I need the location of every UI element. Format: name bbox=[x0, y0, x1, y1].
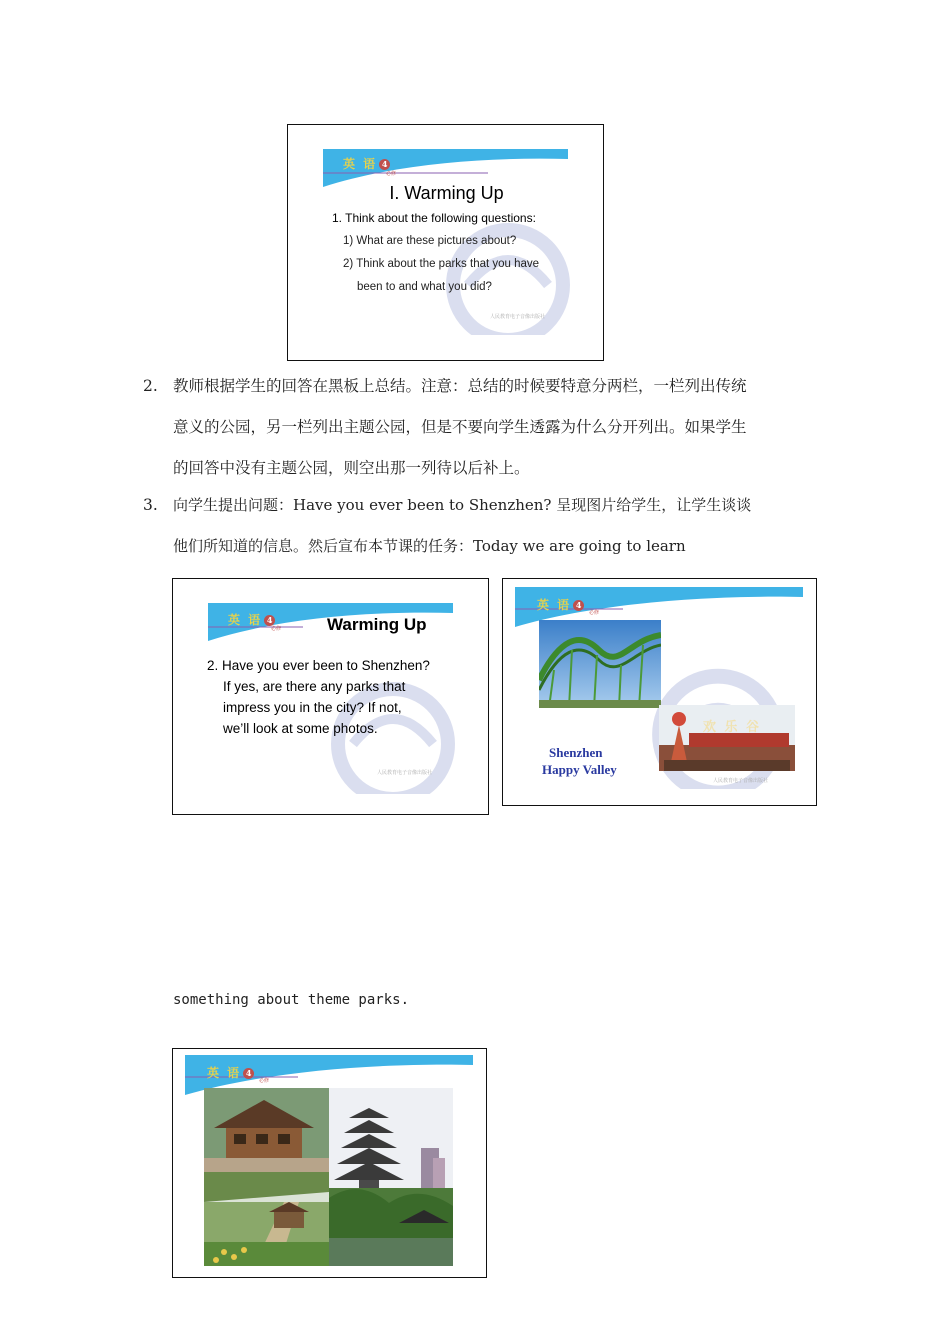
question-heading: 1. Think about the following questions: bbox=[332, 211, 536, 225]
watermark-text: 人民教育电子音像出版社 bbox=[490, 314, 546, 320]
watermark-text: 人民教育电子音像出版社 bbox=[377, 770, 433, 776]
badge-subtitle: 必修 bbox=[259, 1078, 270, 1084]
slide-happy-valley bbox=[502, 578, 817, 806]
slide-line-1: 2. Have you ever been to Shenzhen? bbox=[207, 658, 430, 673]
badge-subtitle: 必修 bbox=[589, 610, 600, 616]
slide-title: I. Warming Up bbox=[389, 183, 504, 203]
slide-line-3: impress you in the city? If not, bbox=[223, 700, 402, 715]
paragraph-2-line-1: 教师根据学生的回答在黑板上总结。注意：总结的时候要特意分两栏，一栏列出传统 bbox=[173, 377, 747, 395]
paragraph-2-line-3: 的回答中没有主题公园，则空出那一列待以后补上。 bbox=[173, 459, 530, 477]
slide-banner bbox=[173, 579, 489, 649]
slide-title: Warming Up bbox=[327, 615, 427, 634]
happy-valley-sign-text: 欢 乐 谷 bbox=[703, 720, 762, 735]
garden-path-photo bbox=[204, 1172, 329, 1266]
slide-warming-up-2 bbox=[172, 578, 489, 815]
pagoda-photo bbox=[329, 1088, 453, 1266]
english-badge: 英 语 4 bbox=[537, 596, 584, 613]
wooden-house-photo bbox=[204, 1088, 329, 1172]
item-number-2: 2. bbox=[143, 377, 158, 395]
caption-shenzhen: Shenzhen bbox=[549, 745, 603, 760]
happy-valley-gate-photo bbox=[659, 705, 795, 771]
roller-coaster-photo bbox=[539, 620, 661, 708]
english-badge: 英 语 4 bbox=[228, 611, 275, 628]
slide-warming-up-1 bbox=[287, 124, 604, 361]
badge-subtitle: 必修 bbox=[386, 171, 397, 177]
paragraph-3-line-2: 他们所知道的信息。然后宣布本节课的任务：Today we are going to learn bbox=[173, 537, 686, 555]
question-1: 1) What are these pictures about? bbox=[343, 235, 517, 247]
slide-park-photos bbox=[172, 1048, 487, 1278]
question-2-continued: been to and what you did? bbox=[357, 281, 492, 293]
paragraph-3-line-1: 向学生提出问题：Have you ever been to Shenzhen? 呈现图片给学生，让学生谈谈 bbox=[173, 496, 752, 514]
english-badge: 英 语 4 bbox=[343, 155, 390, 172]
english-badge: 英 语 4 bbox=[207, 1064, 254, 1081]
watermark-text: 人民教育电子音像出版社 bbox=[713, 778, 769, 784]
slide-line-2: If yes, are there any parks that bbox=[223, 679, 406, 694]
badge-subtitle: 必修 bbox=[271, 626, 282, 632]
question-2: 2) Think about the parks that you have bbox=[343, 258, 540, 270]
slide-line-4: we’ll look at some photos. bbox=[223, 721, 378, 736]
item-number-3: 3. bbox=[143, 496, 158, 514]
paragraph-2-line-2: 意义的公园，另一栏列出主题公园，但是不要向学生透露为什么分开列出。如果学生 bbox=[173, 418, 747, 436]
caption-happy-valley: Happy Valley bbox=[542, 762, 617, 777]
paragraph-3-line-3: something about theme parks. bbox=[173, 992, 410, 1008]
